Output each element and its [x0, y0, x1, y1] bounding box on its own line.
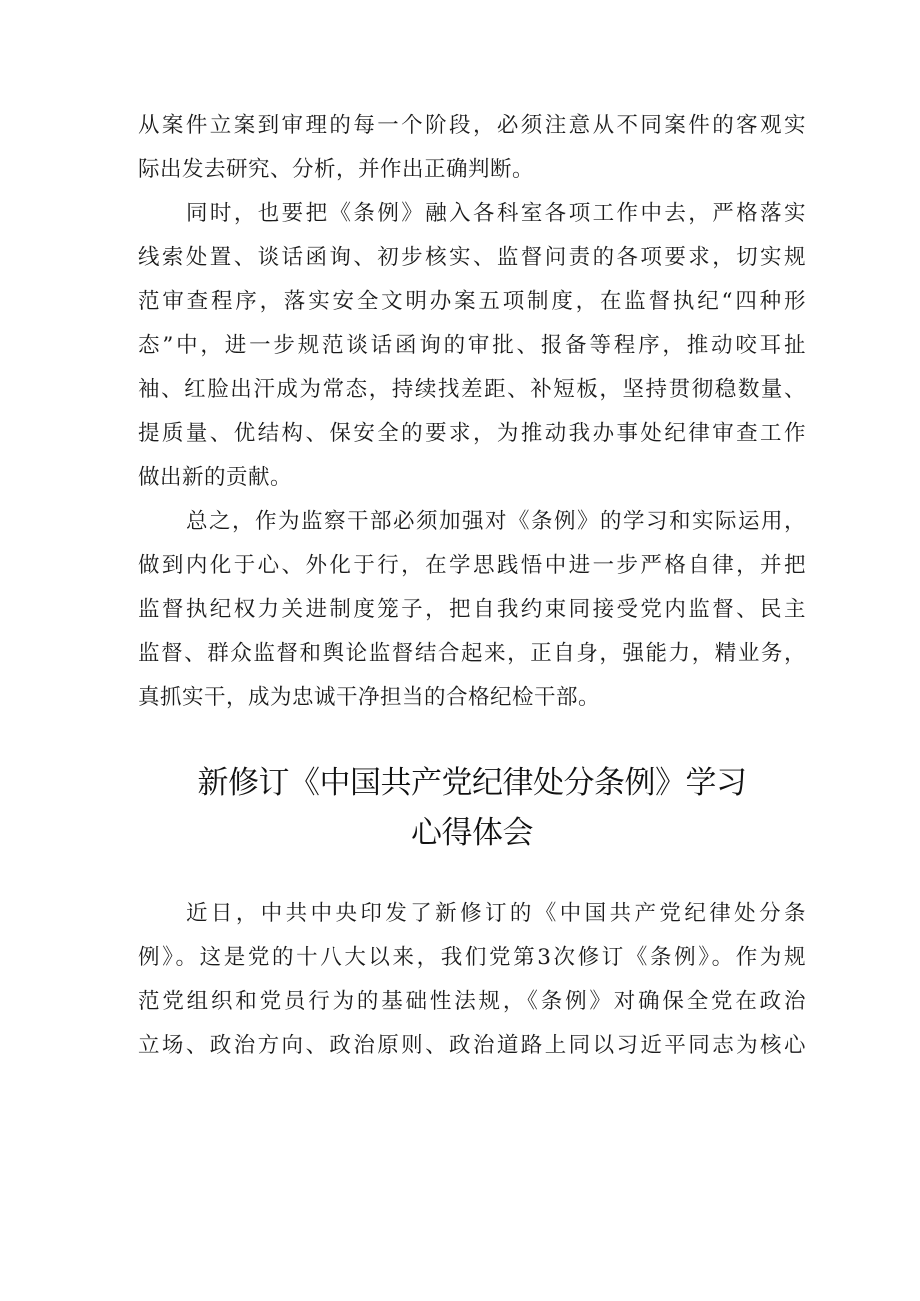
paragraph-4 — [138, 892, 806, 1068]
paragraph-2 — [138, 192, 806, 500]
text-line: 监督执纪权力关进制度笼子，把自我约束同接受党内监督、民主 — [138, 597, 806, 622]
paragraph-3 — [138, 500, 806, 720]
text-line: 例》。这是党的十八大以来，我们党第3次修订《条例》。作为规 — [138, 945, 806, 970]
text-line: 近日，中共中央印发了新修订的《中国共产党纪律处分条 — [186, 901, 806, 926]
text-line: 袖、红脸出汗成为常态，持续找差距、补短板，坚持贯彻稳数量、 — [138, 377, 806, 402]
title-line-1: 新修订《中国共产党纪律处分条例》学习 — [197, 765, 747, 801]
text-line: 范审查程序，落实安全文明办案五项制度，在监督执纪“四种形 — [138, 289, 806, 314]
text-line: 立场、政治方向、政治原则、政治道路上同以习近平同志为核心 — [138, 1033, 806, 1058]
text-line: 范党组织和党员行为的基础性法规，《条例》对确保全党在政治 — [138, 989, 806, 1014]
spacer — [138, 858, 806, 892]
spacer — [138, 720, 806, 758]
document-page — [138, 104, 806, 1068]
text-line: 监督、群众监督和舆论监督结合起来，正自身，强能力，精业务， — [138, 641, 806, 666]
text-line: 从案件立案到审理的每一个阶段，必须注意从不同案件的客观实 — [138, 113, 806, 138]
text-line: 同时，也要把《条例》融入各科室各项工作中去，严格落实 — [186, 201, 806, 226]
text-line: 际出发去研究、分析，并作出正确判断。 — [138, 157, 535, 182]
title-line-2: 心得体会 — [411, 815, 533, 851]
text-line: 真抓实干，成为忠诚干净担当的合格纪检干部。 — [138, 685, 601, 710]
text-line: 线索处置、谈话函询、初步核实、监督问责的各项要求，切实规 — [138, 245, 806, 270]
paragraph-1 — [138, 104, 806, 192]
text-line: 提质量、优结构、保安全的要求，为推动我办事处纪律审查工作 — [138, 421, 806, 446]
document-title — [138, 758, 806, 858]
text-line: 做出新的贡献。 — [138, 465, 293, 490]
text-line: 做到内化于心、外化于行，在学思践悟中进一步严格自律，并把 — [138, 553, 806, 578]
text-line: 态”中，进一步规范谈话函询的审批、报备等程序，推动咬耳扯 — [138, 333, 806, 358]
text-line: 总之，作为监察干部必须加强对《条例》的学习和实际运用， — [186, 509, 806, 534]
